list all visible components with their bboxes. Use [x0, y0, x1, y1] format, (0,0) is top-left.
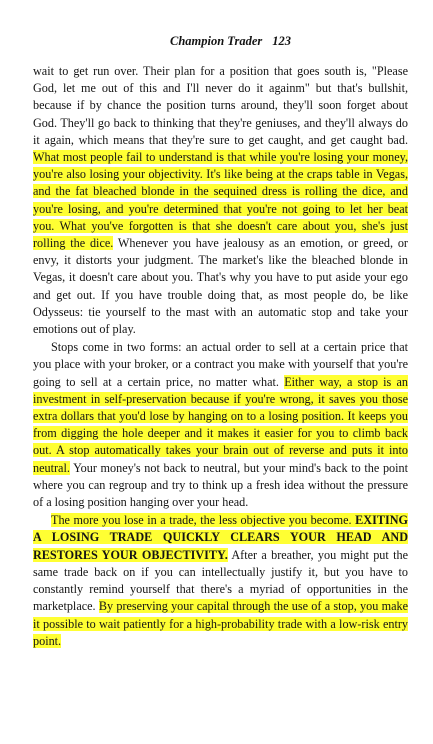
highlighted-text: Either way, a stop is an investment in self-preservation because if you're wrong, it saves you those extra dollars that you'd lose by hanging on to a losing position. It keeps you from digging the hole deeper and it makes it easier for you to climb back out. A stop automatically takes your brain out of reverse and puts it into neutral. — [33, 374, 409, 475]
paragraph-1 — [33, 63, 408, 338]
highlighted-text: The more you lose in a trade, the less objective you become. — [51, 513, 356, 528]
text-segment: After a breather, you might put the same trade back on if you can intellectually justify it, but you have to constantly remind yourself that there's a myriad of opportunities in the marketplace. — [33, 547, 408, 614]
running-header — [33, 33, 408, 49]
paragraph-3 — [33, 512, 408, 650]
text-segment: Stops come in two forms: an actual order to sell at a certain price that you place with your broker, or a contract you make with yourself that you're going to sell at a certain price, no matter what. — [33, 340, 408, 389]
book-title: Champion Trader — [169, 34, 263, 48]
page-number: 123 — [272, 34, 291, 48]
text-segment: wait to get run over. Their plan for a position that goes south is, "Please God, let me out of this and I'll never do it againm" but that's bullshit, because if by chance the position turns around, they'll soon forget about God. They'll go back to thinking that they're geniuses, and they'll always do it again, which means that they're sure to get caught, and get caught bad. — [33, 64, 408, 147]
paragraph-2 — [33, 339, 408, 511]
highlighted-text: By preserving your capital through the use of a stop, you make it possible to wait patiently for a high-probability trade with a low-risk entry point. — [33, 599, 408, 648]
highlighted-bold-text: EXITING A LOSING TRADE QUICKLY CLEARS YOUR HEAD AND RESTORES YOUR OBJECTIVITY. — [33, 513, 408, 562]
text-segment: Your money's not back to neutral, but your mind's back to the point where you can regroup and try to think up a fresh idea without the pressure of a losing position hanging over your head. — [33, 460, 408, 510]
text-segment: Whenever you have jealousy as an emotion, or greed, or envy, it distorts your judgment. The market's like the bleached blonde in Vegas, it doesn't care about you. That's why you have to put aside your ego and get out. If you have trouble doing that, as most people do, be like Odysseus: tie yourself to the mast with an automatic stop and take your emotions out of play. — [33, 236, 408, 337]
highlighted-text: What most people fail to understand is that while you're losing your money, you're also losing your objectivity. It's like being at the craps table in Vegas, and the fat bleached blonde in the sequined dress is rolling the dice, and you're losing, and you're determined that you're not going to let her beat you. What you've forgotten is that she doesn't care about you, she's just rolling the dice. — [33, 150, 408, 251]
